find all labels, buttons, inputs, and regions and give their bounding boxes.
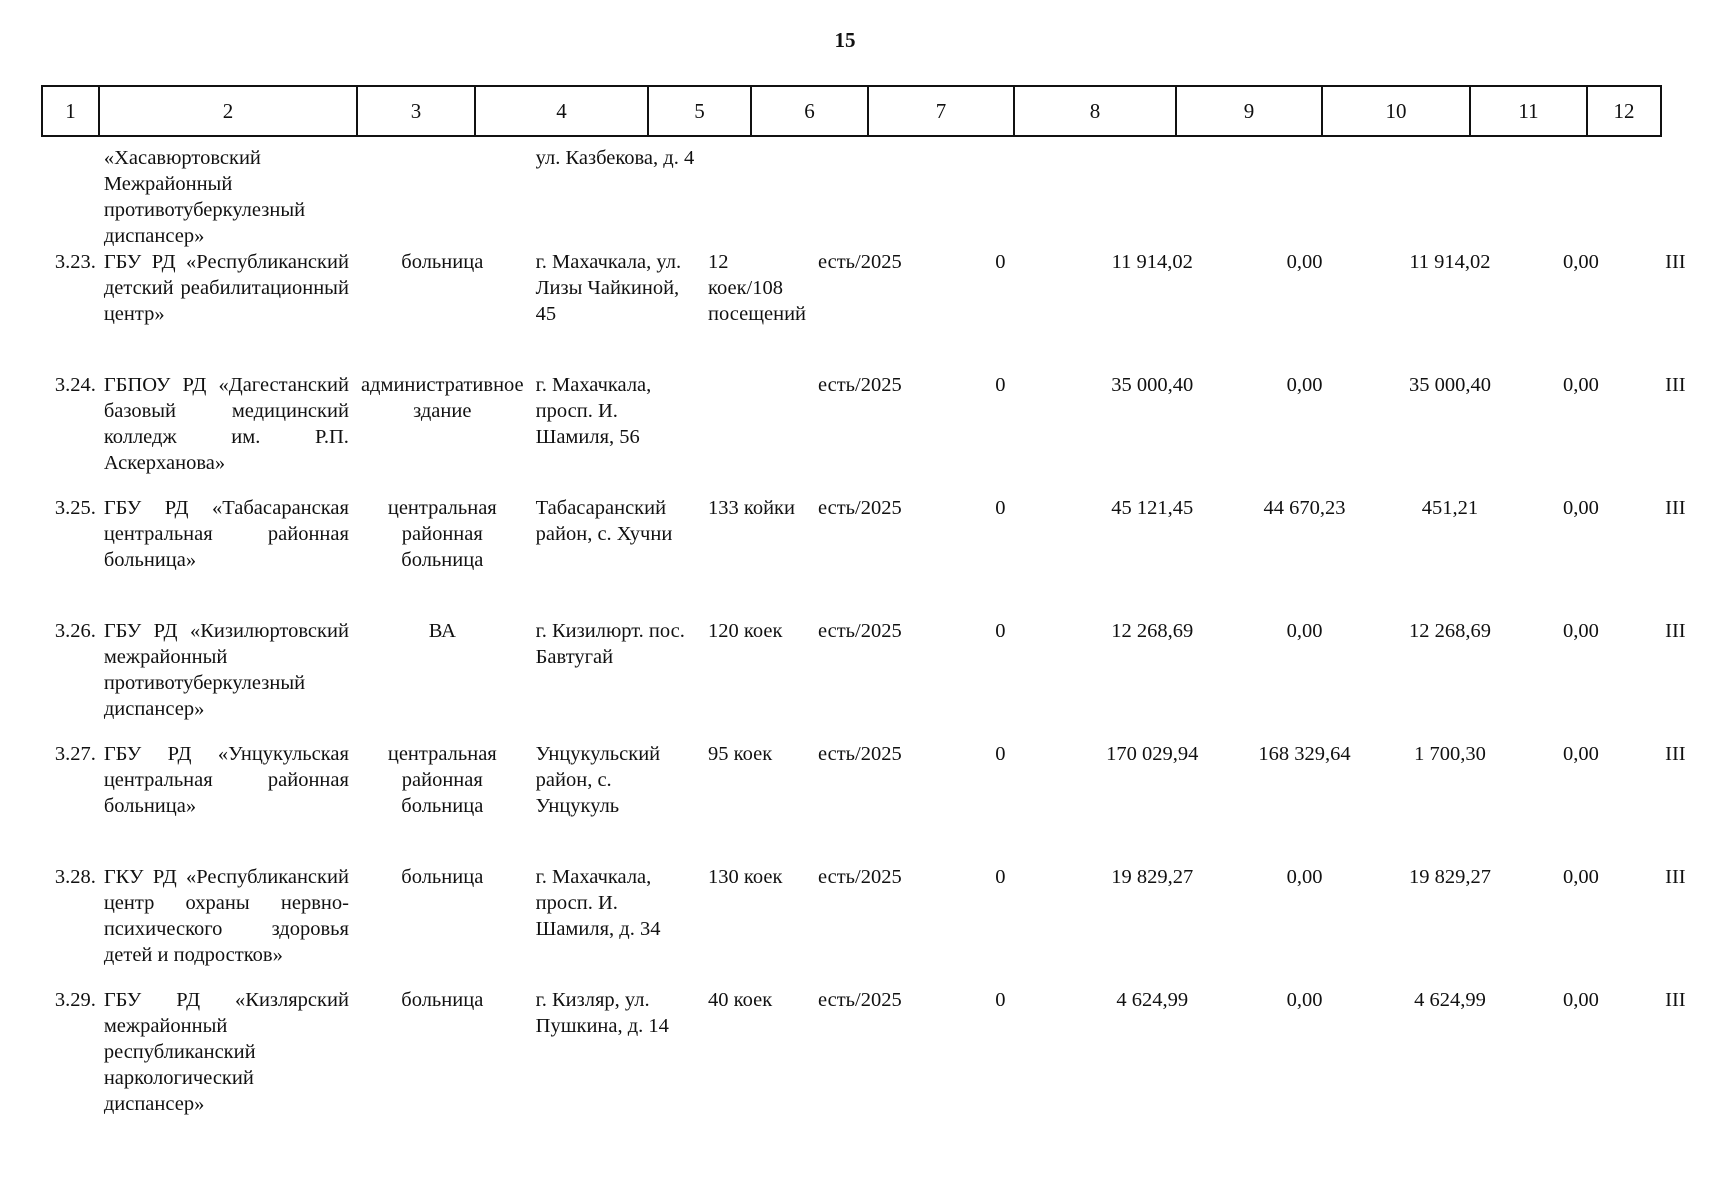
col-8-value: 170 029,94	[1106, 743, 1199, 765]
col-7-value: 0	[995, 497, 1006, 519]
col-11-value: 0,00	[1563, 866, 1599, 888]
page-number: 15	[834, 28, 856, 52]
col-10-value: 19 829,27	[1408, 866, 1491, 888]
col-9-value: 0,00	[1286, 866, 1323, 888]
col-10-value: 4 624,99	[1414, 989, 1486, 1011]
institution-name: ГБУ РД «Кизлярский межрайонный республиканский наркологический диспансер»	[103, 989, 349, 1115]
status: есть/2025	[818, 497, 902, 519]
col-11-value: 0,00	[1563, 497, 1599, 519]
address: г. Махачкала, ул. Лизы Чайкиной, 45	[535, 251, 682, 325]
capacity	[702, 372, 812, 495]
institution-name: ГКУ РД «Республиканский центр охраны нервно-психического здоровья детей и подростков»	[103, 866, 349, 966]
capacity: 12 коек/108 посещений	[708, 251, 807, 325]
institution-name: ГБУ РД «Табасаранская центральная районная больница»	[103, 497, 349, 571]
table-row-continuation	[41, 133, 1712, 249]
table-row	[41, 741, 1712, 864]
facility-type: ВА	[428, 620, 456, 642]
col-10-value: 1 700,30	[1414, 743, 1486, 765]
row-number: 3.29.	[54, 989, 96, 1011]
capacity: 95 коек	[708, 743, 773, 765]
facility-type: административное здание	[360, 374, 524, 422]
institution-name: ГБУ РД «Унцукульская центральная районная больница»	[103, 743, 349, 817]
status: есть/2025	[818, 989, 902, 1011]
col-12-value: III	[1665, 743, 1686, 765]
row-number: 3.23.	[54, 251, 96, 273]
table-row	[41, 987, 1712, 1117]
institution-name: «Хасавюртовский Межрайонный противотуберкулезный диспансер»	[103, 147, 306, 247]
header-cell: 9	[1176, 86, 1322, 136]
header-row	[42, 86, 1661, 136]
col-10-value: 11 914,02	[1409, 251, 1491, 273]
col-8-value: 45 121,45	[1111, 497, 1194, 519]
facility-type: центральная районная больница	[387, 743, 497, 817]
institution-name: ГБПОУ РД «Дагестанский базовый медицинский колледж им. Р.П. Аскерханова»	[103, 374, 349, 474]
address: г. Махачкала, просп. И. Шамиля, 56	[535, 374, 652, 448]
col-12-value: III	[1665, 866, 1686, 888]
institution-name: ГБУ РД «Республиканский детский реабилитационный центр»	[103, 251, 349, 325]
col-8-value: 12 268,69	[1111, 620, 1194, 642]
header-cell: 2	[99, 86, 357, 136]
header-cell: 8	[1014, 86, 1176, 136]
col-9-value: 168 329,64	[1258, 743, 1351, 765]
col-8-value: 35 000,40	[1111, 374, 1194, 396]
facility-type: центральная районная больница	[387, 497, 497, 571]
capacity: 133 койки	[708, 497, 795, 519]
col-12-value: III	[1665, 497, 1686, 519]
row-number: 3.25.	[54, 497, 96, 519]
col-9-value: 0,00	[1286, 374, 1323, 396]
table-row	[41, 372, 1712, 495]
header-cell: 4	[475, 86, 648, 136]
col-9-value: 44 670,23	[1263, 497, 1346, 519]
address: г. Махачкала, просп. И. Шамиля, д. 34	[535, 866, 661, 940]
header-cell: 1	[42, 86, 99, 136]
col-8-value: 19 829,27	[1111, 866, 1194, 888]
col-12-value: III	[1665, 989, 1686, 1011]
table-row	[41, 618, 1712, 741]
col-10-value: 451,21	[1421, 497, 1479, 519]
header-cell: 7	[868, 86, 1014, 136]
row-number: 3.24.	[54, 374, 96, 396]
institution-name: ГБУ РД «Кизилюртовский межрайонный противотуберкулезный диспансер»	[103, 620, 349, 720]
col-7-value: 0	[995, 989, 1006, 1011]
data-table	[41, 133, 1712, 1117]
table-header	[41, 85, 1662, 137]
table-row	[41, 864, 1712, 987]
table-row	[41, 249, 1712, 372]
status: есть/2025	[818, 374, 902, 396]
table-row	[41, 495, 1712, 618]
header-cell: 3	[357, 86, 475, 136]
col-11-value: 0,00	[1563, 374, 1599, 396]
header-cell: 5	[648, 86, 751, 136]
col-9-value: 0,00	[1286, 620, 1323, 642]
col-7-value: 0	[995, 374, 1006, 396]
col-11-value: 0,00	[1563, 620, 1599, 642]
col-7-value: 0	[995, 251, 1006, 273]
header-cell: 12	[1587, 86, 1661, 136]
facility-type: больница	[401, 866, 484, 888]
col-8-value: 11 914,02	[1111, 251, 1193, 273]
address: ул. Казбекова, д. 4	[535, 147, 695, 169]
col-8-value: 4 624,99	[1116, 989, 1189, 1011]
address: Табасаранский район, с. Хучни	[535, 497, 673, 545]
facility-type: больница	[401, 989, 484, 1011]
facility-type: больница	[401, 251, 484, 273]
header-cell: 10	[1322, 86, 1470, 136]
col-11-value: 0,00	[1563, 743, 1599, 765]
address: г. Кизилюрт. пос. Бавтугай	[535, 620, 685, 668]
row-number: 3.27.	[54, 743, 96, 765]
col-7-value: 0	[995, 866, 1006, 888]
col-10-value: 12 268,69	[1408, 620, 1491, 642]
status: есть/2025	[818, 743, 902, 765]
col-9-value: 0,00	[1286, 989, 1323, 1011]
col-11-value: 0,00	[1563, 989, 1599, 1011]
col-7-value: 0	[995, 743, 1006, 765]
col-12-value: III	[1665, 251, 1686, 273]
status: есть/2025	[818, 251, 902, 273]
row-number: 3.26.	[54, 620, 96, 642]
address: Унцукульский район, с. Унцукуль	[535, 743, 661, 817]
col-12-value: III	[1665, 620, 1686, 642]
col-7-value: 0	[995, 620, 1006, 642]
header-cell: 11	[1470, 86, 1587, 136]
status: есть/2025	[818, 866, 902, 888]
col-10-value: 35 000,40	[1408, 374, 1491, 396]
col-12-value: III	[1665, 374, 1686, 396]
col-11-value: 0,00	[1563, 251, 1599, 273]
capacity: 130 коек	[708, 866, 783, 888]
header-cell: 6	[751, 86, 868, 136]
address: г. Кизляр, ул. Пушкина, д. 14	[535, 989, 669, 1037]
capacity: 40 коек	[708, 989, 773, 1011]
row-number: 3.28.	[54, 866, 96, 888]
capacity: 120 коек	[708, 620, 783, 642]
status: есть/2025	[818, 620, 902, 642]
col-9-value: 0,00	[1286, 251, 1323, 273]
